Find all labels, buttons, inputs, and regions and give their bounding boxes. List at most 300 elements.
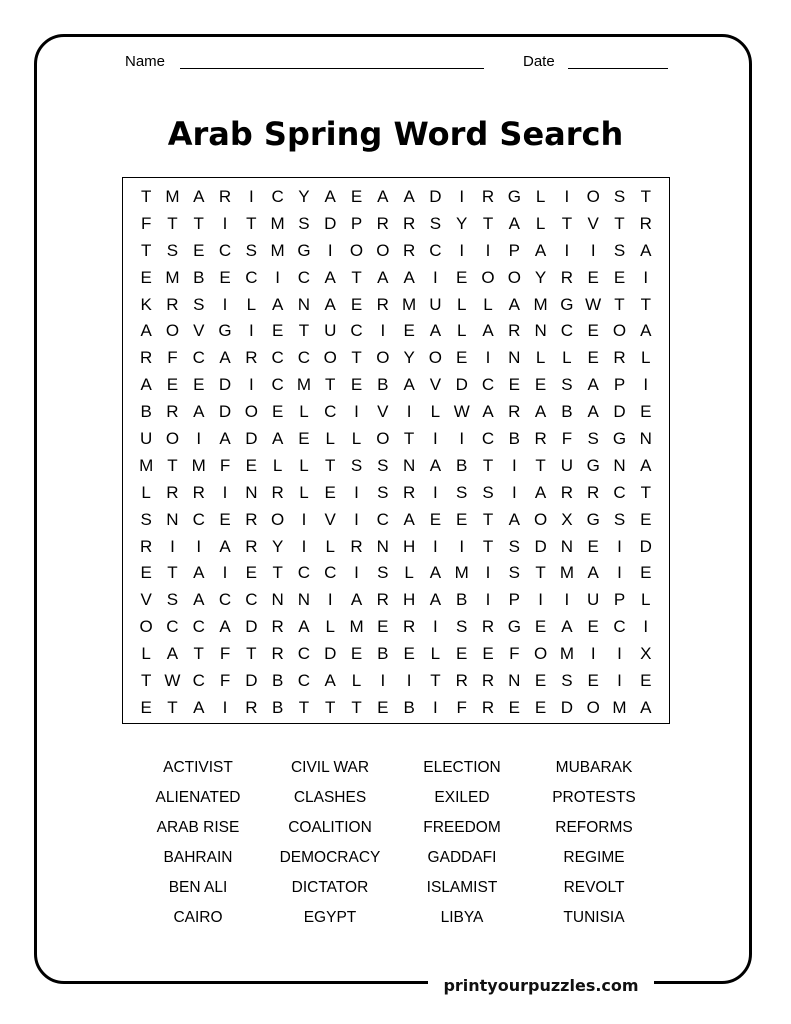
grid-letter[interactable]: T <box>614 294 625 314</box>
grid-letter[interactable]: O <box>139 617 153 637</box>
grid-letter[interactable]: C <box>297 348 311 368</box>
grid-letter[interactable]: A <box>640 455 652 475</box>
grid-letter[interactable]: R <box>166 402 179 422</box>
grid-letter[interactable]: C <box>350 321 363 341</box>
grid-letter[interactable]: T <box>140 240 152 260</box>
grid-letter[interactable]: R <box>639 213 652 233</box>
grid-letter[interactable]: E <box>245 563 257 583</box>
grid-letter[interactable]: G <box>586 509 600 529</box>
grid-letter[interactable]: I <box>170 536 175 556</box>
grid-letter[interactable]: B <box>456 455 468 475</box>
grid-letter[interactable]: L <box>325 617 335 637</box>
grid-letter[interactable]: R <box>481 671 495 691</box>
grid-letter[interactable]: S <box>613 509 626 529</box>
grid-letter[interactable]: T <box>640 294 651 314</box>
grid-letter[interactable]: I <box>459 536 465 556</box>
grid-letter[interactable]: F <box>140 213 152 233</box>
grid-letter[interactable]: U <box>324 321 337 341</box>
grid-letter[interactable]: T <box>351 267 362 287</box>
grid-letter[interactable]: B <box>561 402 573 422</box>
grid-letter[interactable]: C <box>271 375 284 395</box>
grid-letter[interactable]: I <box>222 294 228 314</box>
grid-letter[interactable]: D <box>639 536 652 556</box>
grid-letter[interactable]: A <box>429 563 442 583</box>
grid-letter[interactable]: A <box>271 294 284 314</box>
grid-letter[interactable]: P <box>613 375 626 395</box>
grid-letter[interactable]: E <box>403 321 415 341</box>
grid-letter[interactable]: A <box>508 294 520 314</box>
grid-letter[interactable]: L <box>430 644 441 664</box>
grid-letter[interactable]: E <box>508 697 520 717</box>
grid-letter[interactable]: M <box>296 375 312 395</box>
grid-letter[interactable]: M <box>165 187 180 206</box>
grid-letter[interactable]: B <box>271 671 284 691</box>
grid-letter[interactable]: M <box>559 644 574 664</box>
grid-letter[interactable]: L <box>456 321 467 341</box>
grid-letter[interactable]: E <box>613 267 626 287</box>
grid-letter[interactable]: R <box>271 482 284 502</box>
grid-letter[interactable]: I <box>433 536 438 556</box>
grid-letter[interactable]: D <box>613 402 626 422</box>
grid-letter[interactable]: F <box>509 644 520 664</box>
grid-letter[interactable]: S <box>298 213 310 233</box>
grid-letter[interactable]: I <box>354 563 359 583</box>
grid-letter[interactable]: O <box>481 267 495 287</box>
grid-letter[interactable]: R <box>481 187 495 206</box>
grid-letter[interactable]: R <box>402 617 416 637</box>
grid-letter[interactable]: M <box>191 455 206 475</box>
grid-letter[interactable]: E <box>456 267 468 287</box>
grid-letter[interactable]: R <box>508 402 521 422</box>
grid-letter[interactable]: N <box>297 294 311 314</box>
grid-letter[interactable]: A <box>219 348 231 368</box>
grid-letter[interactable]: M <box>349 617 364 637</box>
grid-letter[interactable]: E <box>587 267 599 287</box>
grid-letter[interactable]: C <box>297 563 311 583</box>
grid-letter[interactable]: E <box>271 321 284 341</box>
grid-letter[interactable]: O <box>376 240 390 260</box>
grid-letter[interactable]: S <box>193 294 205 314</box>
grid-letter[interactable]: E <box>534 375 547 395</box>
grid-letter[interactable]: I <box>485 348 491 368</box>
grid-letter[interactable]: E <box>640 509 652 529</box>
grid-letter[interactable]: I <box>617 536 622 556</box>
grid-letter[interactable]: G <box>560 294 574 314</box>
grid-letter[interactable]: D <box>324 213 337 233</box>
grid-letter[interactable]: S <box>456 617 468 637</box>
grid-letter[interactable]: U <box>140 429 153 449</box>
grid-letter[interactable]: E <box>640 402 652 422</box>
grid-letter[interactable]: N <box>613 455 626 475</box>
grid-letter[interactable]: B <box>377 644 389 664</box>
grid-letter[interactable]: M <box>165 267 180 287</box>
grid-letter[interactable]: M <box>270 240 285 260</box>
grid-letter[interactable]: S <box>166 240 179 260</box>
grid-letter[interactable]: I <box>275 267 280 287</box>
grid-letter[interactable]: T <box>298 321 310 341</box>
grid-letter[interactable]: O <box>428 348 443 368</box>
grid-letter[interactable]: I <box>538 590 543 610</box>
grid-letter[interactable]: N <box>297 590 311 610</box>
grid-letter[interactable]: T <box>614 213 625 233</box>
grid-letter[interactable]: Y <box>456 213 468 233</box>
grid-letter[interactable]: I <box>301 509 307 529</box>
grid-letter[interactable]: A <box>193 402 205 422</box>
grid-letter[interactable]: B <box>140 402 152 422</box>
grid-letter[interactable]: T <box>325 455 336 475</box>
grid-letter[interactable]: E <box>271 402 284 422</box>
grid-letter[interactable]: T <box>167 563 178 583</box>
grid-letter[interactable]: L <box>299 402 309 422</box>
grid-letter[interactable]: I <box>564 590 570 610</box>
grid-letter[interactable]: I <box>459 187 465 206</box>
grid-letter[interactable]: A <box>508 509 520 529</box>
grid-letter[interactable]: U <box>560 455 574 475</box>
grid-letter[interactable]: C <box>218 590 232 610</box>
grid-letter[interactable]: O <box>323 348 337 368</box>
grid-letter[interactable]: C <box>271 348 284 368</box>
grid-letter[interactable]: I <box>617 644 622 664</box>
grid-letter[interactable]: I <box>301 536 307 556</box>
grid-letter[interactable]: B <box>377 375 389 395</box>
grid-letter[interactable]: W <box>453 402 470 422</box>
grid-letter[interactable]: E <box>219 267 231 287</box>
grid-letter[interactable]: T <box>193 644 204 664</box>
grid-letter[interactable]: B <box>508 429 520 449</box>
grid-letter[interactable]: G <box>507 187 521 206</box>
grid-letter[interactable]: R <box>455 671 468 691</box>
grid-letter[interactable]: I <box>222 213 228 233</box>
grid-letter[interactable]: T <box>167 697 178 717</box>
grid-letter[interactable]: I <box>248 187 254 206</box>
grid-letter[interactable]: I <box>617 671 622 691</box>
grid-letter[interactable]: I <box>248 321 254 341</box>
grid-letter[interactable]: A <box>429 321 442 341</box>
grid-letter[interactable]: E <box>245 455 257 475</box>
grid-letter[interactable]: A <box>324 267 336 287</box>
grid-letter[interactable]: A <box>587 563 599 583</box>
grid-letter[interactable]: A <box>640 240 652 260</box>
grid-letter[interactable]: C <box>297 644 311 664</box>
grid-letter[interactable]: T <box>351 697 362 717</box>
grid-letter[interactable]: A <box>324 294 336 314</box>
grid-letter[interactable]: R <box>613 348 626 368</box>
grid-letter[interactable]: G <box>297 240 311 260</box>
grid-letter[interactable]: R <box>402 482 416 502</box>
grid-letter[interactable]: E <box>140 267 152 287</box>
grid-letter[interactable]: I <box>354 402 359 422</box>
grid-letter[interactable]: C <box>245 267 258 287</box>
grid-letter[interactable]: L <box>351 429 362 449</box>
grid-letter[interactable]: M <box>139 455 154 475</box>
grid-letter[interactable]: E <box>403 644 415 664</box>
grid-letter[interactable]: R <box>140 536 153 556</box>
grid-letter[interactable]: S <box>166 590 179 610</box>
grid-letter[interactable]: R <box>376 590 389 610</box>
grid-letter[interactable]: R <box>245 536 258 556</box>
grid-letter[interactable]: S <box>508 536 520 556</box>
grid-letter[interactable]: A <box>429 455 442 475</box>
grid-letter[interactable]: I <box>380 321 386 341</box>
grid-letter[interactable]: C <box>192 348 205 368</box>
grid-letter[interactable]: L <box>299 482 309 502</box>
grid-letter[interactable]: S <box>482 482 494 502</box>
grid-letter[interactable]: C <box>297 267 311 287</box>
grid-letter[interactable]: N <box>402 455 416 475</box>
grid-letter[interactable]: T <box>640 187 651 206</box>
grid-letter[interactable]: L <box>562 348 572 368</box>
grid-letter[interactable]: S <box>429 213 442 233</box>
grid-letter[interactable]: M <box>402 294 417 314</box>
grid-letter[interactable]: A <box>403 187 415 206</box>
grid-letter[interactable]: R <box>587 482 600 502</box>
grid-letter[interactable]: R <box>560 482 574 502</box>
grid-letter[interactable]: U <box>587 590 600 610</box>
grid-letter[interactable]: I <box>564 240 570 260</box>
grid-letter[interactable]: I <box>643 617 649 637</box>
grid-letter[interactable]: R <box>560 267 574 287</box>
grid-letter[interactable]: A <box>534 482 547 502</box>
grid-letter[interactable]: L <box>351 671 362 691</box>
grid-letter[interactable]: S <box>456 482 468 502</box>
grid-letter[interactable]: R <box>481 697 495 717</box>
grid-letter[interactable]: I <box>590 240 596 260</box>
grid-letter[interactable]: T <box>193 213 204 233</box>
grid-letter[interactable]: E <box>193 375 205 395</box>
grid-letter[interactable]: I <box>406 671 412 691</box>
grid-letter[interactable]: C <box>560 321 574 341</box>
grid-letter[interactable]: D <box>218 375 232 395</box>
grid-letter[interactable]: L <box>272 455 283 475</box>
grid-letter[interactable]: S <box>613 187 626 206</box>
grid-letter[interactable]: E <box>534 617 547 637</box>
grid-letter[interactable]: T <box>430 671 441 691</box>
grid-letter[interactable]: R <box>376 294 389 314</box>
grid-letter[interactable]: I <box>433 697 438 717</box>
grid-letter[interactable]: R <box>245 697 258 717</box>
grid-letter[interactable]: T <box>482 455 494 475</box>
grid-letter[interactable]: A <box>640 321 652 341</box>
grid-letter[interactable]: N <box>166 509 179 529</box>
grid-letter[interactable]: S <box>377 563 389 583</box>
grid-letter[interactable]: O <box>376 429 390 449</box>
grid-letter[interactable]: R <box>376 213 389 233</box>
grid-letter[interactable]: T <box>482 509 494 529</box>
grid-letter[interactable]: R <box>245 509 258 529</box>
grid-letter[interactable]: D <box>218 402 232 422</box>
grid-letter[interactable]: C <box>481 429 495 449</box>
grid-letter[interactable]: D <box>429 187 442 206</box>
grid-letter[interactable]: G <box>507 617 521 637</box>
grid-letter[interactable]: R <box>245 348 258 368</box>
grid-letter[interactable]: D <box>455 375 468 395</box>
grid-letter[interactable]: C <box>613 617 626 637</box>
grid-letter[interactable]: E <box>350 294 363 314</box>
grid-letter[interactable]: D <box>534 536 547 556</box>
grid-letter[interactable]: B <box>403 697 415 717</box>
grid-letter[interactable]: E <box>350 375 363 395</box>
grid-letter[interactable]: A <box>377 267 389 287</box>
grid-letter[interactable]: R <box>402 240 416 260</box>
grid-letter[interactable]: D <box>245 617 258 637</box>
grid-letter[interactable]: L <box>641 590 651 610</box>
grid-letter[interactable]: E <box>587 348 599 368</box>
grid-letter[interactable]: I <box>354 482 359 502</box>
grid-letter[interactable]: I <box>433 429 438 449</box>
grid-letter[interactable]: D <box>560 697 574 717</box>
grid-letter[interactable]: C <box>192 509 205 529</box>
grid-letter[interactable]: E <box>508 375 520 395</box>
grid-letter[interactable]: I <box>354 509 359 529</box>
grid-letter[interactable]: L <box>404 563 414 583</box>
grid-letter[interactable]: A <box>350 590 363 610</box>
grid-letter[interactable]: X <box>640 644 652 664</box>
grid-letter[interactable]: I <box>406 402 412 422</box>
grid-letter[interactable]: H <box>402 536 416 556</box>
grid-letter[interactable]: E <box>377 617 389 637</box>
grid-letter[interactable]: O <box>586 697 600 717</box>
grid-letter[interactable]: C <box>166 617 179 637</box>
grid-letter[interactable]: A <box>429 590 442 610</box>
grid-letter[interactable]: I <box>196 429 202 449</box>
grid-letter[interactable]: I <box>248 375 254 395</box>
grid-letter[interactable]: L <box>325 429 335 449</box>
grid-letter[interactable]: O <box>271 509 285 529</box>
grid-letter[interactable]: R <box>402 213 416 233</box>
grid-letter[interactable]: B <box>456 590 468 610</box>
grid-letter[interactable]: T <box>167 455 178 475</box>
grid-letter[interactable]: I <box>433 617 438 637</box>
grid-letter[interactable]: R <box>508 321 521 341</box>
grid-letter[interactable]: R <box>192 482 205 502</box>
grid-letter[interactable]: T <box>325 697 336 717</box>
grid-letter[interactable]: C <box>245 590 258 610</box>
grid-letter[interactable]: S <box>561 671 573 691</box>
grid-letter[interactable]: T <box>535 455 546 475</box>
grid-letter[interactable]: T <box>561 213 573 233</box>
grid-letter[interactable]: R <box>218 187 232 206</box>
grid-letter[interactable]: F <box>219 455 231 475</box>
grid-letter[interactable]: F <box>167 348 178 368</box>
grid-letter[interactable]: E <box>324 482 336 502</box>
grid-letter[interactable]: I <box>511 455 517 475</box>
grid-letter[interactable]: T <box>298 697 310 717</box>
grid-letter[interactable]: A <box>482 321 494 341</box>
grid-letter[interactable]: N <box>376 536 389 556</box>
grid-letter[interactable]: R <box>534 429 547 449</box>
grid-letter[interactable]: F <box>561 429 573 449</box>
grid-letter[interactable]: T <box>167 213 178 233</box>
grid-letter[interactable]: I <box>590 644 596 664</box>
grid-letter[interactable]: E <box>429 509 442 529</box>
grid-letter[interactable]: S <box>508 563 520 583</box>
grid-letter[interactable]: T <box>325 375 336 395</box>
grid-letter[interactable]: B <box>271 697 284 717</box>
grid-letter[interactable]: V <box>193 321 205 341</box>
grid-letter[interactable]: E <box>587 321 599 341</box>
grid-letter[interactable]: N <box>508 671 521 691</box>
grid-letter[interactable]: P <box>508 590 520 610</box>
grid-letter[interactable]: A <box>508 213 520 233</box>
grid-letter[interactable]: C <box>324 563 337 583</box>
grid-letter[interactable]: S <box>350 455 363 475</box>
grid-letter[interactable]: A <box>140 375 152 395</box>
grid-letter[interactable]: T <box>246 644 257 664</box>
grid-letter[interactable]: E <box>640 563 652 583</box>
grid-letter[interactable]: I <box>433 267 438 287</box>
grid-letter[interactable]: I <box>380 671 386 691</box>
grid-letter[interactable]: L <box>325 536 335 556</box>
grid-letter[interactable]: A <box>640 697 652 717</box>
grid-letter[interactable]: I <box>222 482 228 502</box>
grid-letter[interactable]: A <box>403 375 415 395</box>
grid-letter[interactable]: N <box>534 321 547 341</box>
grid-letter[interactable]: E <box>350 644 363 664</box>
grid-letter[interactable]: C <box>613 482 626 502</box>
grid-letter[interactable]: W <box>164 671 181 691</box>
grid-letter[interactable]: N <box>639 429 652 449</box>
grid-letter[interactable]: M <box>612 697 627 717</box>
grid-letter[interactable]: Y <box>534 267 547 287</box>
grid-letter[interactable]: O <box>244 402 258 422</box>
grid-letter[interactable]: W <box>585 294 602 314</box>
grid-letter[interactable]: X <box>561 509 573 529</box>
grid-letter[interactable]: Y <box>271 536 284 556</box>
grid-letter[interactable]: M <box>454 563 469 583</box>
grid-letter[interactable]: R <box>350 536 363 556</box>
grid-letter[interactable]: E <box>534 697 547 717</box>
grid-letter[interactable]: A <box>193 187 205 206</box>
grid-letter[interactable]: P <box>508 240 520 260</box>
grid-letter[interactable]: L <box>430 402 441 422</box>
grid-letter[interactable]: I <box>327 240 333 260</box>
grid-letter[interactable]: I <box>485 590 491 610</box>
grid-letter[interactable]: E <box>534 671 547 691</box>
grid-letter[interactable]: A <box>561 617 573 637</box>
grid-letter[interactable]: E <box>166 375 179 395</box>
grid-letter[interactable]: D <box>324 644 337 664</box>
grid-letter[interactable]: E <box>456 644 468 664</box>
grid-letter[interactable]: I <box>617 563 622 583</box>
grid-letter[interactable]: A <box>219 429 231 449</box>
grid-letter[interactable]: E <box>587 617 599 637</box>
grid-letter[interactable]: Y <box>403 348 415 368</box>
grid-letter[interactable]: O <box>533 509 548 529</box>
grid-letter[interactable]: A <box>193 590 205 610</box>
grid-letter[interactable]: I <box>485 240 491 260</box>
grid-letter[interactable]: S <box>377 455 389 475</box>
grid-letter[interactable]: A <box>403 509 415 529</box>
grid-letter[interactable]: R <box>271 644 284 664</box>
grid-letter[interactable]: N <box>560 536 574 556</box>
grid-letter[interactable]: V <box>377 402 389 422</box>
grid-letter[interactable]: T <box>140 187 152 206</box>
grid-letter[interactable]: C <box>271 187 284 206</box>
grid-letter[interactable]: N <box>508 348 521 368</box>
grid-letter[interactable]: I <box>459 429 465 449</box>
grid-letter[interactable]: E <box>298 429 310 449</box>
grid-letter[interactable]: E <box>140 697 152 717</box>
grid-letter[interactable]: M <box>559 563 574 583</box>
grid-letter[interactable]: I <box>459 240 465 260</box>
grid-letter[interactable]: V <box>429 375 442 395</box>
grid-letter[interactable]: G <box>612 429 627 449</box>
grid-letter[interactable]: O <box>165 321 180 341</box>
grid-letter[interactable]: M <box>533 294 548 314</box>
grid-letter[interactable]: C <box>376 509 389 529</box>
grid-letter[interactable]: I <box>643 267 649 287</box>
grid-letter[interactable]: O <box>507 267 521 287</box>
